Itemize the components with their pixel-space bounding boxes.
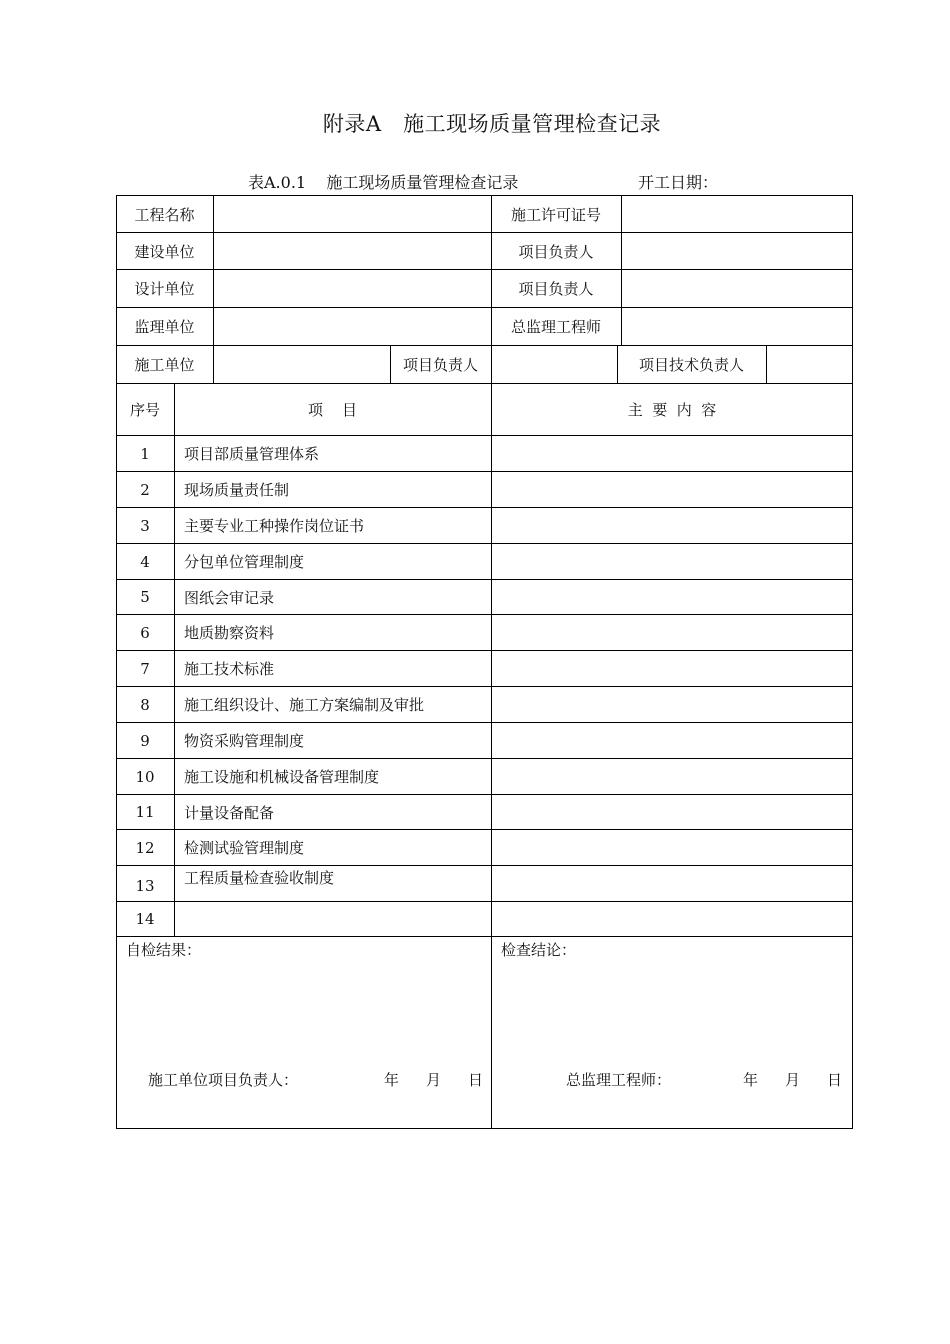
project-name-label: 工程名称 bbox=[134, 205, 195, 224]
header-seq: 序号 bbox=[129, 401, 160, 419]
tech-manager-label: 项目技术负责人 bbox=[638, 356, 744, 374]
row-item bbox=[184, 902, 484, 936]
row-item: 现场质量责任制 bbox=[184, 481, 290, 499]
permit-no-label: 施工许可证号 bbox=[510, 205, 601, 224]
left-year-label: 年 bbox=[384, 1070, 400, 1089]
row-item: 检测试验管理制度 bbox=[184, 839, 305, 857]
client-unit-label: 建设单位 bbox=[134, 242, 195, 261]
design-unit-label: 设计单位 bbox=[134, 280, 195, 298]
table-caption: 表A.0.1 施工现场质量管理检查记录 bbox=[248, 173, 519, 192]
row-no: 6 bbox=[140, 623, 150, 642]
row-item: 计量设备配备 bbox=[184, 803, 275, 822]
row-no: 12 bbox=[135, 838, 155, 857]
right-signature-label: 总监理工程师： bbox=[566, 1070, 672, 1089]
row-no: 8 bbox=[140, 695, 150, 714]
self-check-label: 自检结果： bbox=[126, 940, 202, 959]
construction-manager-label: 项目负责人 bbox=[402, 356, 478, 374]
row-item: 分包单位管理制度 bbox=[184, 553, 305, 571]
right-month-label: 月 bbox=[785, 1070, 801, 1089]
header-item: 项 目 bbox=[307, 401, 358, 419]
row-no: 5 bbox=[140, 588, 150, 606]
row-item: 施工技术标准 bbox=[184, 660, 275, 678]
row-item: 主要专业工种操作岗位证书 bbox=[184, 517, 365, 535]
header-content: 主 要 内 容 bbox=[627, 401, 717, 419]
row-item: 施工设施和机械设备管理制度 bbox=[184, 768, 380, 786]
page-title: 附录A 施工现场质量管理检查记录 bbox=[322, 112, 662, 136]
left-month-label: 月 bbox=[426, 1070, 442, 1089]
row-no: 14 bbox=[135, 910, 155, 928]
conclusion-label: 检查结论： bbox=[501, 940, 577, 959]
row-no: 1 bbox=[140, 444, 150, 463]
client-manager-label: 项目负责人 bbox=[518, 242, 594, 261]
right-year-label: 年 bbox=[743, 1070, 759, 1089]
chief-supervisor-label: 总监理工程师 bbox=[510, 318, 601, 336]
row-no: 13 bbox=[135, 876, 155, 895]
left-signature-label: 施工单位项目负责人： bbox=[148, 1070, 299, 1089]
row-no: 10 bbox=[135, 767, 155, 786]
row-item: 项目部质量管理体系 bbox=[184, 445, 320, 463]
design-manager-label: 项目负责人 bbox=[518, 280, 594, 298]
row-no: 9 bbox=[140, 731, 150, 750]
row-item: 物资采购管理制度 bbox=[184, 732, 305, 750]
start-date-label: 开工日期： bbox=[638, 173, 719, 192]
row-no: 11 bbox=[135, 803, 155, 821]
construction-unit-label: 施工单位 bbox=[134, 356, 195, 374]
supervision-unit-label: 监理单位 bbox=[134, 318, 195, 336]
row-no: 2 bbox=[140, 480, 150, 499]
row-item: 施工组织设计、施工方案编制及审批 bbox=[184, 696, 425, 714]
right-day-label: 日 bbox=[827, 1070, 843, 1089]
row-item: 地质勘察资料 bbox=[184, 624, 275, 642]
row-no: 7 bbox=[140, 659, 150, 678]
row-item: 图纸会审记录 bbox=[184, 588, 275, 607]
row-no: 4 bbox=[140, 552, 150, 571]
row-item: 工程质量检查验收制度 bbox=[184, 868, 335, 887]
left-day-label: 日 bbox=[468, 1070, 484, 1089]
row-no: 3 bbox=[140, 516, 150, 535]
